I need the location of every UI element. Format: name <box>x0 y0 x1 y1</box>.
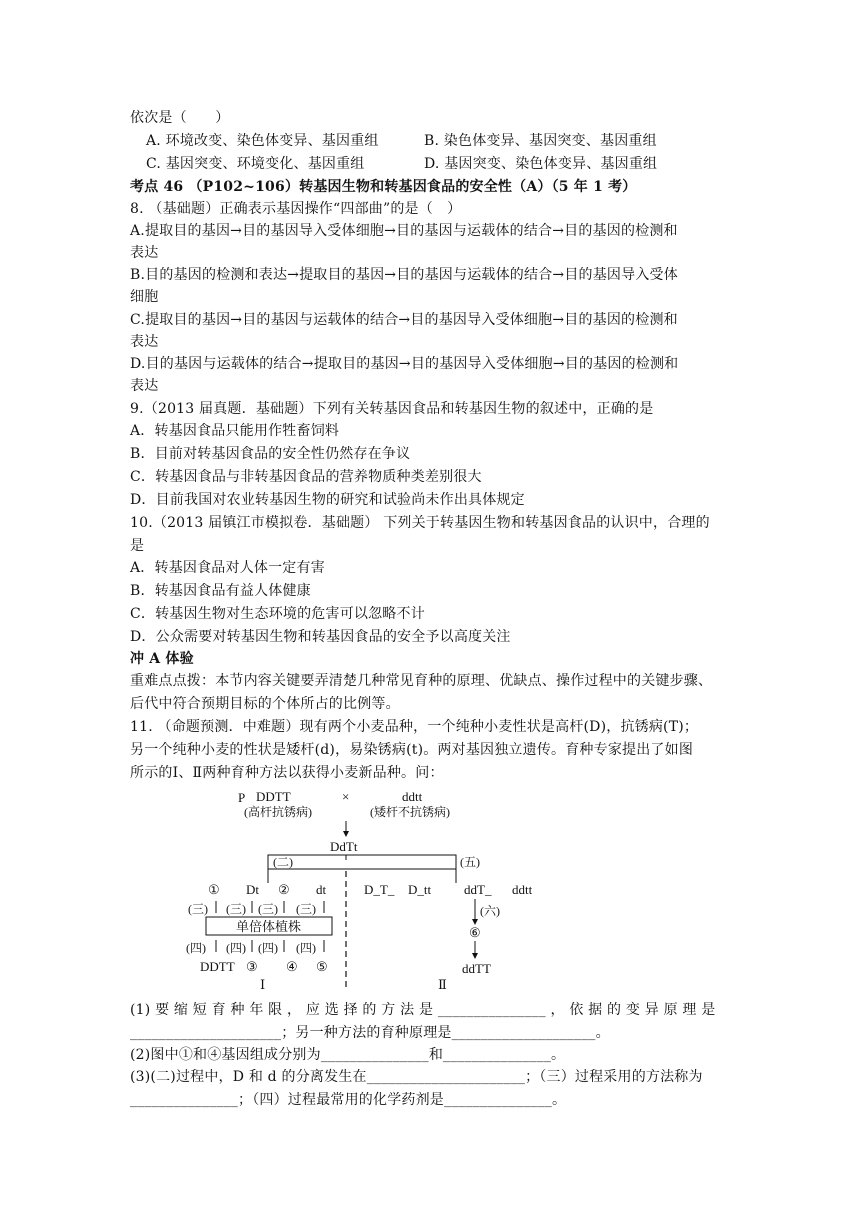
line-q7-stem: 依次是（ ） <box>130 110 230 126</box>
step-4-label-4: (四) <box>296 941 316 955</box>
diagram-step-5: (五) <box>460 855 480 869</box>
q8-option-b-cont: 细胞 <box>130 289 159 305</box>
right-row-d-t: D_T_ <box>364 882 395 897</box>
step-4-label-1: (四) <box>186 941 206 955</box>
q8-option-b: B.目的基因的检测和表达→提取目的基因→目的基因与运载体的结合→目的基因导入受体 <box>130 267 678 283</box>
q11-part-3-line-1: (3)(二)过程中，D 和 d 的分离发生在______________________；（三）过程采用的方法称为 <box>130 1069 703 1085</box>
diagram-cross-sign: × <box>342 789 350 804</box>
q11-stem-3: 所示的Ⅰ、Ⅱ两种育种方法以获得小麦新品种。问： <box>130 765 444 781</box>
left-bottom-circle-4: ④ <box>286 959 298 974</box>
q7-option-c: C. 基因突变、环境变化、基因重组 <box>146 156 365 172</box>
q10-option-d: D．公众需要对转基因生物和转基因食品的安全予以高度关注 <box>130 629 511 645</box>
q7-option-b: B. 染色体变异、基因突变、基因重组 <box>424 133 657 149</box>
q8-stem: 8. （基础题）正确表示基因操作“四部曲”的是（ ） <box>130 201 462 217</box>
step-3-label-4: (三) <box>296 902 316 916</box>
step-4-label-2: (四) <box>226 941 246 955</box>
arrow-head-p-to-f1 <box>343 831 349 837</box>
q9-stem: 9.（2013 届真题．基础题）下列有关转基因食品和转基因生物的叙述中，正确的是 <box>130 401 654 417</box>
right-bottom-ddtt: ddTT <box>462 961 491 976</box>
q8-option-a: A.提取目的基因→目的基因导入受体细胞→目的基因与运载体的结合→目的基因的检测和 <box>130 223 678 239</box>
q10-stem-cont: 是 <box>130 538 145 554</box>
q8-option-c: C.提取目的基因→目的基因与运载体的结合→目的基因导入受体细胞→目的基因的检测和 <box>130 312 678 328</box>
diagram-f1: DdTt <box>330 839 358 854</box>
breeding-diagram <box>180 785 540 995</box>
left-bottom-ddtt: DDTT <box>200 959 235 974</box>
left-bottom-circle-5: ⑤ <box>316 959 328 974</box>
diagram-step-2: (二) <box>273 855 293 869</box>
right-row-ddtt: ddtt <box>512 882 533 897</box>
q8-option-a-cont: 表达 <box>130 245 159 261</box>
q11-part-3-line-2: _______________；（四）过程最常用的化学药剂是_______________。 <box>130 1092 567 1108</box>
left-row-circle-1: ① <box>208 882 220 897</box>
tips-line-2: 后代中符合预期目标的个体所占的比例等。 <box>130 696 400 712</box>
q11-stem-1: 11. （命题预测．中难题）现有两个小麦品种，一个纯种小麦性状是高杆(D)，抗锈病(T)； <box>130 719 699 735</box>
tips-line-1: 重难点点拨：本节内容关键要弄清楚几种常见育种的原理、优缺点、操作过程中的关键步骤、 <box>130 673 713 689</box>
q7-option-d: D. 基因突变、染色体变异、基因重组 <box>424 156 658 172</box>
left-row-dt-lower: dt <box>316 882 327 897</box>
section-heading-46: 考点 46 （P102~106）转基因生物和转基因食品的安全性（A）（5 年 1 考） <box>130 179 637 195</box>
q10-stem: 10.（2013 届镇江市模拟卷．基础题） 下列关于转基因生物和转基因食品的认识中，合理的 <box>130 515 710 531</box>
branch-bracket <box>268 855 456 869</box>
method-2-label: Ⅱ <box>438 977 447 992</box>
left-row-dt-upper: Dt <box>246 882 259 897</box>
q8-option-d-cont: 表达 <box>130 378 159 394</box>
diagram-step-6: (六) <box>480 904 500 918</box>
arrow-head-6-to-ddtt <box>472 953 478 959</box>
right-row-d-tt: D_tt <box>408 882 432 897</box>
q9-option-d: D．目前我国对农业转基因生物的研究和试验尚未作出具体规定 <box>130 492 525 508</box>
q10-option-a: A．转基因食品对人体一定有害 <box>130 560 325 576</box>
q7-option-a: A. 环境改变、染色体变异、基因重组 <box>146 133 379 149</box>
right-row-ddt: ddT_ <box>464 882 492 897</box>
diagram-parent-2-trait: (矮杆不抗锈病) <box>370 805 450 819</box>
left-bottom-circle-3: ③ <box>246 959 258 974</box>
diagram-parent-1: DDTT <box>256 789 291 804</box>
haploid-box-label: 单倍体植株 <box>236 919 302 934</box>
q8-option-c-cont: 表达 <box>130 334 159 350</box>
step-3-label-3: (三) <box>258 902 278 916</box>
q11-part-1-line-2: _____________________；另一种方法的育种原理是____________________。 <box>130 1025 610 1041</box>
step-3-label-2: (三) <box>226 902 246 916</box>
diagram-p-label: P <box>238 790 246 805</box>
q11-part-2: (2)图中①和④基因组成分别为_______________和_______________。 <box>130 1047 566 1063</box>
diagram-circle-6: ⑥ <box>469 925 481 940</box>
q9-option-a: A．转基因食品只能用作牲畜饲料 <box>130 423 340 439</box>
q10-option-c: C．转基因生物对生态环境的危害可以忽略不计 <box>130 606 425 622</box>
q11-stem-2: 另一个纯种小麦的性状是矮杆(d)，易染锈病(t)。两对基因独立遗传。育种专家提出了如图 <box>130 742 694 758</box>
q11-part-1-line-1: (1) 要 缩 短 育 种 年 限 ， 应 选 择 的 方 法 是 _______________ ， 依 据 的 变 异 原 理 是 <box>130 1002 716 1018</box>
q8-option-d: D.目的基因与运载体的结合→提取目的基因→目的基因导入受体细胞→目的基因的检测和 <box>130 356 679 372</box>
q10-option-b: B．转基因食品有益人体健康 <box>130 583 311 599</box>
step-3-label-1: (三) <box>188 902 208 916</box>
q9-option-c: C．转基因食品与非转基因食品的营养物质种类差别很大 <box>130 469 482 485</box>
section-heading-chong-a: 冲 A 体验 <box>130 651 194 667</box>
left-row-circle-2: ② <box>278 882 290 897</box>
q9-option-b: B．目前对转基因食品的安全性仍然存在争议 <box>130 446 411 462</box>
method-1-label: Ⅰ <box>260 977 266 992</box>
diagram-parent-2: ddtt <box>402 789 423 804</box>
step-4-label-3: (四) <box>258 941 278 955</box>
diagram-parent-1-trait: (高杆抗锈病) <box>244 805 312 819</box>
